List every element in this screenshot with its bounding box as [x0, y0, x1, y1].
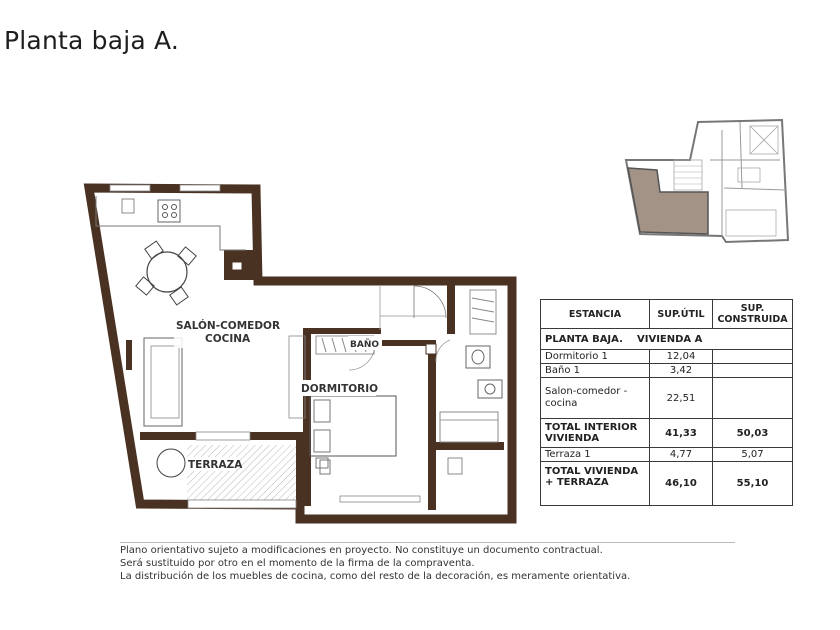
- label-salon-line2: COCINA: [205, 333, 251, 345]
- table-row: [541, 364, 793, 378]
- row-construida: [713, 350, 793, 364]
- row-construida: [713, 378, 793, 419]
- page-title: Planta baja A.: [4, 26, 180, 55]
- row-construida: [713, 364, 793, 378]
- table-header-row: [541, 300, 793, 329]
- sofa: [144, 336, 305, 426]
- row-name: Dormitorio 1: [541, 350, 650, 364]
- note-line: Será sustituido por otro en el momento de la firma de la compraventa.: [120, 558, 475, 569]
- row-util: 3,42: [650, 364, 713, 378]
- row-construida: 55,10: [713, 462, 793, 506]
- row-util: 46,10: [650, 462, 713, 506]
- row-construida: 50,03: [713, 419, 793, 448]
- label-bano: BAÑO: [350, 340, 380, 350]
- row-util: 41,33: [650, 419, 713, 448]
- table-section-row: [541, 329, 793, 350]
- note-line: Plano orientativo sujeto a modificaciones en proyecto. No constituye un documento contractual.: [120, 545, 603, 556]
- header-construida: SUP. CONSTRUIDA: [713, 300, 793, 329]
- bathroom-fixtures: [426, 344, 502, 474]
- row-name: Terraza 1: [541, 448, 650, 462]
- row-name: Salon-comedor - cocina: [541, 378, 650, 419]
- note-line: La distribución de los muebles de cocina, como del resto de la decoración, es meramente orientativa.: [120, 571, 631, 582]
- table-row: [541, 350, 793, 364]
- walls: [89, 188, 512, 519]
- dining-table: [136, 241, 196, 305]
- key-plan: [626, 120, 788, 242]
- row-util: 4,77: [650, 448, 713, 462]
- row-name: Baño 1: [541, 364, 650, 378]
- surface-table: [540, 299, 793, 506]
- row-util: 22,51: [650, 378, 713, 419]
- bed: [310, 396, 396, 468]
- table-row-total: [541, 462, 793, 506]
- header-estancia: ESTANCIA: [541, 300, 650, 329]
- section-label: PLANTA BAJA. VIVIENDA A: [541, 329, 793, 350]
- row-construida: 5,07: [713, 448, 793, 462]
- header-util: SUP.ÚTIL: [650, 300, 713, 329]
- label-salon: SALÓN-COMEDOR: [176, 320, 281, 332]
- row-util: 12,04: [650, 350, 713, 364]
- table-row: [541, 378, 793, 419]
- table-row-total: [541, 419, 793, 448]
- label-terraza: TERRAZA: [188, 459, 243, 471]
- kitchen-counter: [96, 196, 246, 250]
- label-dormitorio: DORMITORIO: [301, 383, 379, 395]
- row-name: TOTAL VIVIENDA + TERRAZA: [541, 462, 650, 506]
- row-name: TOTAL INTERIOR VIVIENDA: [541, 419, 650, 448]
- table-row: [541, 448, 793, 462]
- disclaimer-note: [120, 542, 735, 583]
